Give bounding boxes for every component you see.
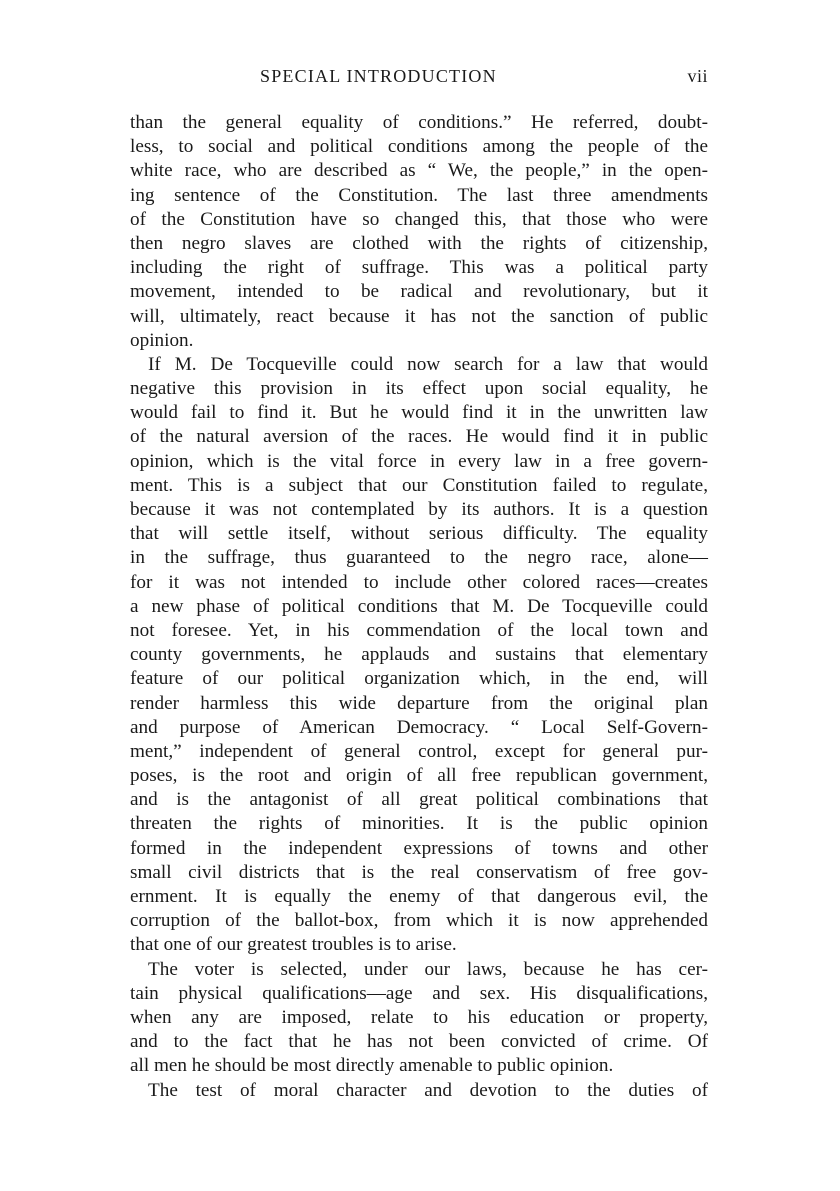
paragraph-start-line: If M. De Tocqueville could now search for a law that would [148, 353, 708, 375]
text-line: corruption of the ballot-box, from which it is now apprehended [130, 910, 708, 932]
text-line: and to the fact that he has not been convicted of crime. Of [130, 1031, 708, 1053]
text-line: feature of our political organization which, in the end, will [130, 668, 708, 690]
text-line: negative this provision in its effect upon social equality, he [130, 378, 708, 400]
text-line: tain physical qualifications—age and sex. His disqualifications, [130, 982, 708, 1004]
text-line: because it was not contemplated by its authors. It is a question [130, 499, 708, 520]
text-line: and is the antagonist of all great political combinations that [130, 789, 708, 811]
text-line: would fail to find it. But he would find it in the unwritten law [130, 402, 708, 424]
text-line: opinion, which is the vital force in every law in a free govern- [130, 450, 708, 472]
running-head [130, 66, 708, 92]
text-line: white race, who are described as “ We, the people,” in the open- [130, 160, 708, 182]
running-title: SPECIAL INTRODUCTION [260, 66, 497, 86]
text-line: poses, is the root and origin of all free republican government, [130, 765, 708, 787]
text-line: that will settle itself, without serious difficulty. The equality [130, 523, 708, 545]
text-line: will, ultimately, react because it has not the sanction of public [130, 305, 708, 327]
body-text [130, 111, 708, 1103]
text-line: ernment. It is equally the enemy of that dangerous evil, the [130, 886, 708, 907]
text-line: render harmless this wide departure from the original plan [130, 692, 708, 714]
text-line: when any are imposed, relate to his education or property, [130, 1006, 708, 1028]
text-line: a new phase of political conditions that M. De Tocqueville could [130, 595, 708, 617]
text-line: less, to social and political conditions among the people of the [130, 136, 708, 158]
paragraph-start-line: The test of moral character and devotion to the duties of [148, 1079, 708, 1101]
text-line: formed in the independent expressions of towns and other [130, 837, 708, 859]
text-line: than the general equality of conditions.” He referred, doubt- [130, 112, 708, 133]
text-line: of the natural aversion of the races. He would find it in public [130, 426, 708, 448]
text-line: small civil districts that is the real conservatism of free gov- [130, 861, 708, 883]
paragraph-end-line: opinion. [130, 329, 194, 351]
paragraph-end-line: all men he should be most directly amenable to public opinion. [130, 1055, 614, 1077]
paragraph-start-line: The voter is selected, under our laws, because he has cer- [148, 958, 708, 980]
text-line: and purpose of American Democracy. “ Local Self-Govern- [130, 716, 708, 738]
text-line: ment. This is a subject that our Constitution failed to regulate, [130, 474, 708, 496]
paragraph-end-line: that one of our greatest troubles is to arise. [130, 934, 457, 956]
text-line: then negro slaves are clothed with the rights of citizenship, [130, 232, 708, 254]
text-line: not foresee. Yet, in his commendation of the local town and [130, 619, 708, 641]
text-line: including the right of suffrage. This was a political party [130, 257, 708, 279]
text-line: for it was not intended to include other colored races—creates [130, 571, 708, 593]
text-line: threaten the rights of minorities. It is the public opinion [130, 813, 708, 835]
text-line: ment,” independent of general control, except for general pur- [130, 740, 708, 762]
text-line: county governments, he applauds and sustains that elementary [130, 644, 708, 666]
page-number: vii [687, 66, 708, 86]
text-line: in the suffrage, thus guaranteed to the negro race, alone— [130, 547, 708, 569]
text-line: ing sentence of the Constitution. The last three amendments [130, 184, 708, 206]
text-line: of the Constitution have so changed this, that those who were [130, 208, 708, 230]
text-line: movement, intended to be radical and revolutionary, but it [130, 281, 708, 303]
